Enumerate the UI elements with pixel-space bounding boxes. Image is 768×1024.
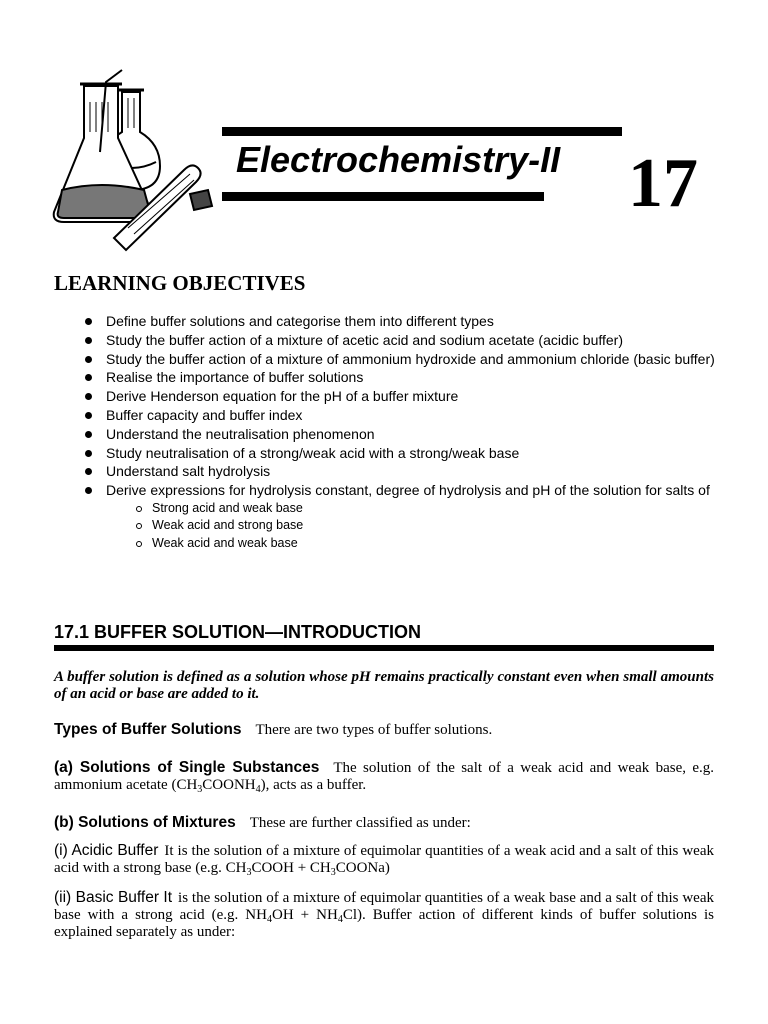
learning-objectives-heading: LEARNING OBJECTIVES bbox=[54, 271, 306, 295]
objective-item: Study the buffer action of a mixture of ammonium hydroxide and ammonium chloride (basic buffer) bbox=[82, 350, 722, 369]
sub-objective-item: Weak acid and weak base bbox=[136, 535, 722, 553]
acidic-buffer-heading: (i) Acidic Buffer bbox=[54, 842, 159, 859]
single-text: COONH bbox=[202, 777, 256, 793]
subscript: 4 bbox=[266, 914, 272, 925]
single-text: The solution of the salt of a weak acid and weak base, e.g. ammonium acetate (CH bbox=[54, 760, 714, 793]
basic-text: is the solution of a mixture of equimolar quantities of a weak base and a salt of this weak base with a strong acid (e.g. NH bbox=[54, 890, 714, 923]
chemistry-glassware-illustration bbox=[44, 62, 234, 252]
objective-item: Study neutralisation of a strong/weak acid with a strong/weak base bbox=[82, 444, 722, 463]
objective-item: Study the buffer action of a mixture of acetic acid and sodium acetate (acidic buffer) bbox=[82, 331, 722, 350]
title-rule-top bbox=[222, 127, 622, 136]
chapter-title: Electrochemistry-II bbox=[236, 139, 561, 180]
section-rule bbox=[54, 645, 714, 651]
mixtures-paragraph bbox=[54, 814, 714, 832]
single-substances-heading: (a) Solutions of Single Substances bbox=[54, 759, 320, 776]
basic-buffer-paragraph bbox=[54, 889, 714, 941]
subscript: 3 bbox=[330, 867, 336, 878]
objective-item: Understand the neutralisation phenomenon bbox=[82, 425, 722, 444]
basic-text: OH + NH bbox=[271, 907, 338, 923]
objective-item: Understand salt hydrolysis bbox=[82, 462, 722, 481]
types-heading: Types of Buffer Solutions bbox=[54, 721, 242, 738]
subscript: 4 bbox=[337, 914, 343, 925]
basic-buffer-heading: (ii) Basic Buffer It bbox=[54, 889, 173, 906]
acidic-text: COONa) bbox=[335, 860, 390, 876]
acidic-text: COOH + CH bbox=[251, 860, 331, 876]
objective-item: Define buffer solutions and categorise them into different types bbox=[82, 312, 722, 331]
objective-item: Derive Henderson equation for the pH of a buffer mixture bbox=[82, 387, 722, 406]
single-text: ), acts as a buffer. bbox=[260, 777, 367, 793]
subscript: 3 bbox=[246, 867, 252, 878]
basic-text: Cl). Buffer action of different kinds of buffer solutions is explained separately as under: bbox=[54, 907, 715, 940]
title-rule-bottom bbox=[222, 192, 544, 201]
buffer-definition: A buffer solution is defined as a solution whose pH remains practically constant even when small amounts of an acid or base are added to it. bbox=[54, 669, 714, 702]
types-paragraph bbox=[54, 721, 714, 739]
sub-objective-item: Weak acid and strong base bbox=[136, 517, 722, 535]
subscript: 4 bbox=[255, 784, 261, 795]
types-text: There are two types of buffer solutions. bbox=[255, 722, 493, 738]
objectives-list bbox=[82, 312, 722, 552]
single-substances-paragraph bbox=[54, 759, 714, 794]
chapter-number: 17 bbox=[628, 145, 698, 222]
objective-item-with-subitems bbox=[82, 481, 722, 552]
acidic-text: It is the solution of a mixture of equimolar quantities of a weak acid and a salt of this weak acid with a strong base (e.g. CH bbox=[54, 843, 714, 876]
subscript: 3 bbox=[197, 784, 203, 795]
sub-objectives-list bbox=[106, 500, 722, 553]
objective-item-text: Derive expressions for hydrolysis constant, degree of hydrolysis and pH of the solution for salts of bbox=[106, 482, 710, 499]
section-title: 17.1 BUFFER SOLUTION—INTRODUCTION bbox=[54, 622, 422, 642]
mixtures-heading: (b) Solutions of Mixtures bbox=[54, 814, 236, 831]
acidic-buffer-paragraph bbox=[54, 842, 714, 877]
objective-item: Realise the importance of buffer solutions bbox=[82, 368, 722, 387]
sub-objective-item: Strong acid and weak base bbox=[136, 500, 722, 518]
objective-item: Buffer capacity and buffer index bbox=[82, 406, 722, 425]
mixtures-text: These are further classified as under: bbox=[249, 815, 471, 831]
